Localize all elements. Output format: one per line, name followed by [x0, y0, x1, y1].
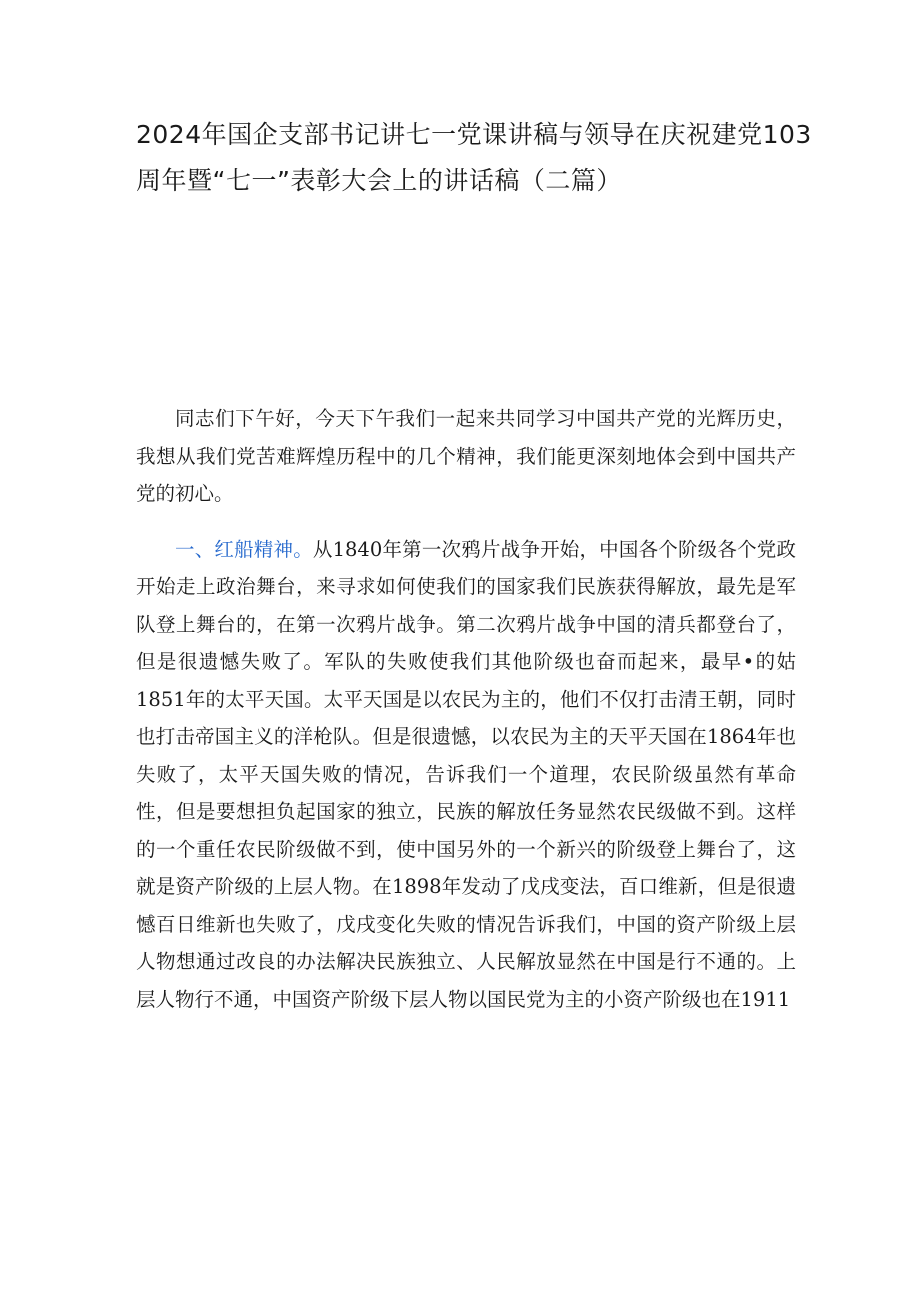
document-body	[136, 400, 796, 1036]
section-body-text: 从1840年第一次鸦片战争开始，中国各个阶级各个党政开始走上政治舞台，来寻求如何使我们的国家我们民族获得解放，最先是军队登上舞台的，在第一次鸦片战争。第二次鸦片战争中国的清兵都登台了，但是很遗憾失败了。军队的失败使我们其他阶级也奋而起来，最早•的姑1851年的太平天国。太平天国是以农民为主的，他们不仅打击清王朝，同时也打击帝国主义的洋枪队。但是很遗憾，以农民为主的天平天国在1864年也失败了，太平天国失败的情况，告诉我们一个道理，农民阶级虽然有革命性，但是要想担负起国家的独立，民族的解放任务显然农民级做不到。这样的一个重任农民阶级做不到，使中国另外的一个新兴的阶级登上舞台了，这就是资产阶级的上层人物。在1898年发动了戊戌变法，百口维新，但是很遗憾百日维新也失败了，戊戌变化失败的情况告诉我们，中国的资产阶级上层人物想通过改良的办法解决民族独立、人民解放显然在中国是行不通的。上层人物行不通，中国资产阶级下层人物以国民党为主的小资产阶级也在1911	[136, 537, 796, 1011]
section-paragraph-red-boat	[136, 531, 796, 1019]
section-heading-red-boat-spirit: 一、红船精神。	[175, 537, 313, 561]
opening-paragraph: 同志们下午好，今天下午我们一起来共同学习中国共产党的光辉历史，我想从我们党苦难辉煌历程中的几个精神，我们能更深刻地体会到中国共产党的初心。	[136, 407, 796, 505]
document-title: 2024年国企支部书记讲七一党课讲稿与领导在庆祝建党103周年暨“七一”表彰大会上的讲话稿（二篇）	[136, 120, 812, 195]
